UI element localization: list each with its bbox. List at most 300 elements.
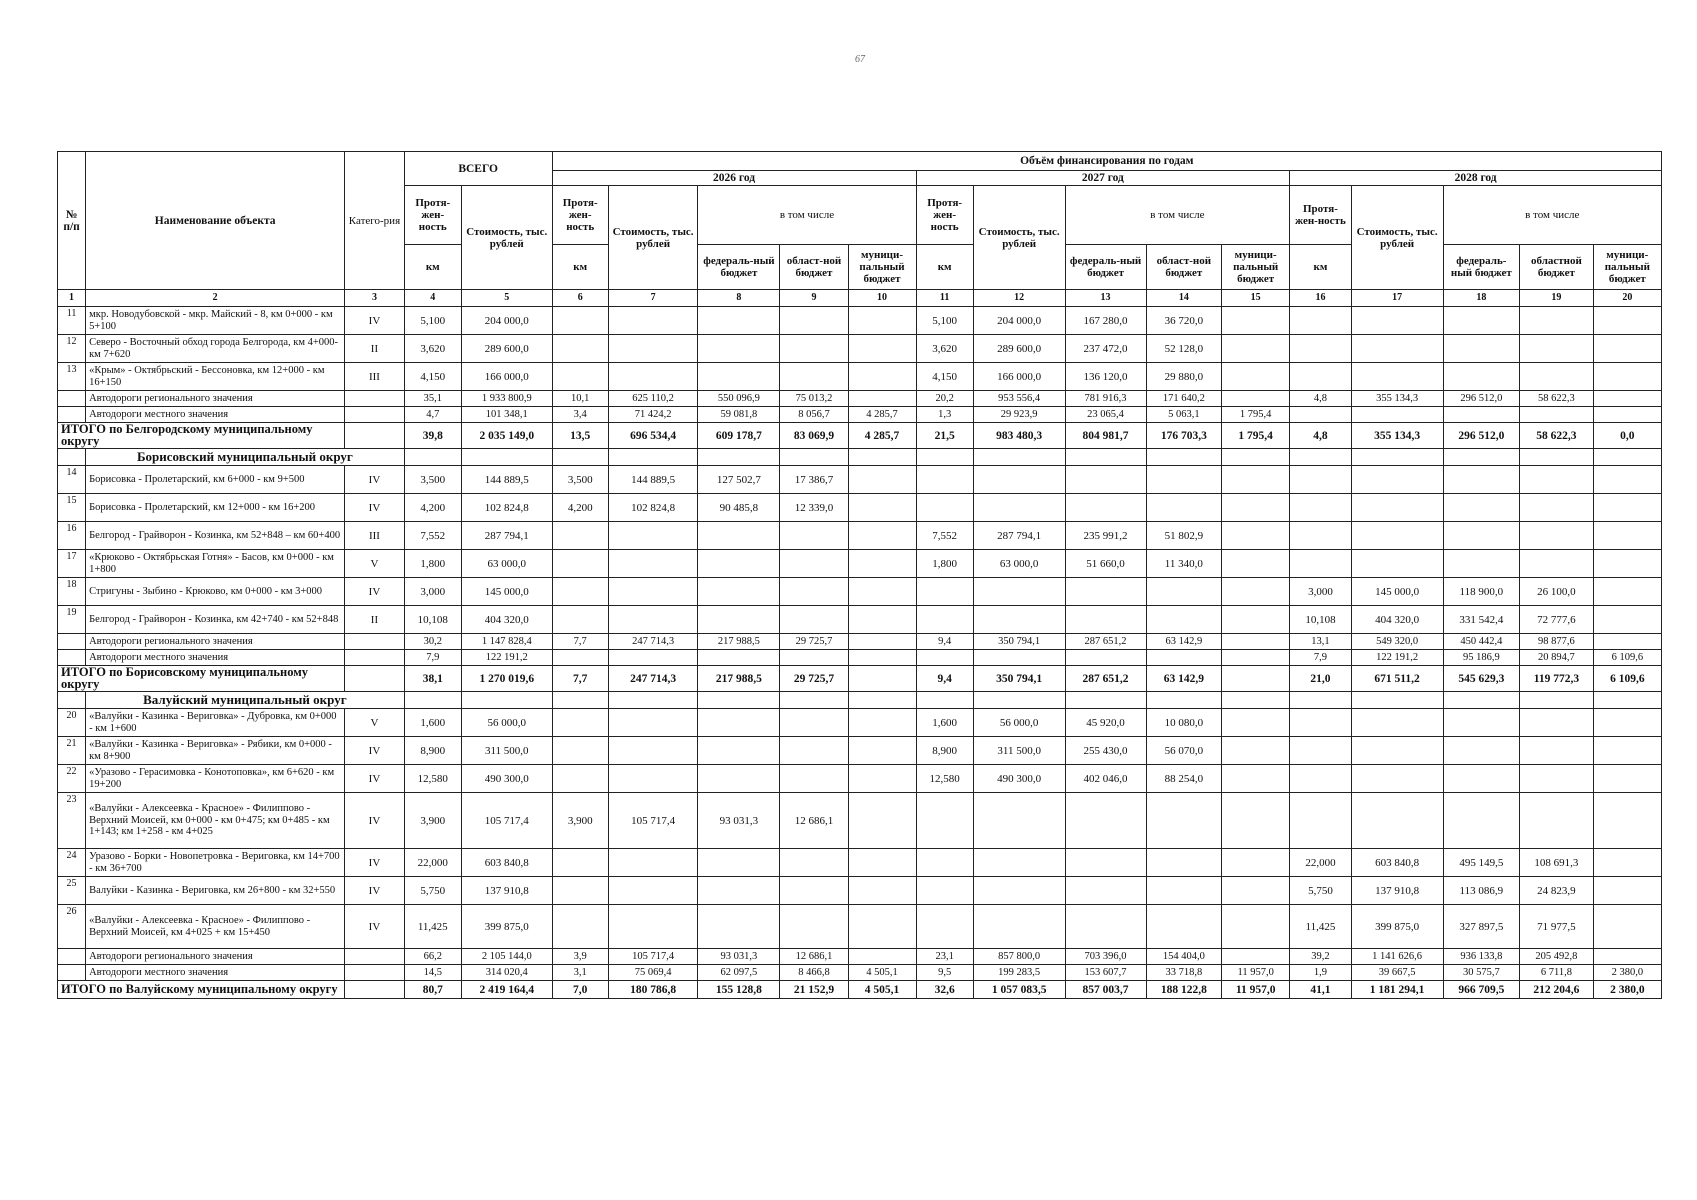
header-federal-2026: федераль-ный бюджет xyxy=(698,245,780,290)
table-cell xyxy=(58,650,86,666)
table-cell: 7,9 xyxy=(404,650,461,666)
subtotal-row xyxy=(58,391,1662,407)
table-cell xyxy=(1222,709,1290,737)
table-cell: 83 069,9 xyxy=(780,423,848,449)
table-cell: 9,5 xyxy=(916,965,973,981)
table-cell: 1 795,4 xyxy=(1222,423,1290,449)
table-cell: 490 300,0 xyxy=(461,765,552,793)
table-cell xyxy=(1222,849,1290,877)
table-cell xyxy=(1593,849,1661,877)
table-cell: 105 717,4 xyxy=(608,793,698,849)
table-cell: 12,580 xyxy=(916,765,973,793)
table-cell: 23 xyxy=(58,793,86,849)
table-cell: Автодороги регионального значения xyxy=(86,391,345,407)
table-row xyxy=(58,877,1662,905)
table-cell: 63 000,0 xyxy=(461,550,552,578)
table-cell xyxy=(1520,550,1593,578)
table-cell: IV xyxy=(345,737,404,765)
subtotal-row xyxy=(58,650,1662,666)
table-cell xyxy=(698,877,780,905)
table-cell: 80,7 xyxy=(404,981,461,999)
table-cell xyxy=(1222,877,1290,905)
table-cell: 59 081,8 xyxy=(698,407,780,423)
table-cell: 9,4 xyxy=(916,666,973,692)
table-cell xyxy=(1351,522,1443,550)
table-cell xyxy=(608,849,698,877)
table-cell xyxy=(1593,765,1661,793)
table-cell xyxy=(916,905,973,949)
table-cell xyxy=(552,709,608,737)
table-cell: 671 511,2 xyxy=(1351,666,1443,692)
header-regional-2028: областной бюджет xyxy=(1520,245,1593,290)
table-cell: 51 802,9 xyxy=(1146,522,1222,550)
table-cell: 311 500,0 xyxy=(973,737,1065,765)
table-cell: 314 020,4 xyxy=(461,965,552,981)
table-cell: 2 380,0 xyxy=(1593,981,1661,999)
table-cell xyxy=(1065,578,1146,606)
table-cell: 350 794,1 xyxy=(973,634,1065,650)
table-cell xyxy=(1222,650,1290,666)
table-cell: 247 714,3 xyxy=(608,634,698,650)
table-cell xyxy=(1593,709,1661,737)
table-cell: 11,425 xyxy=(404,905,461,949)
table-cell: 11 xyxy=(58,307,86,335)
table-cell: 355 134,3 xyxy=(1351,423,1443,449)
table-cell xyxy=(848,494,916,522)
table-cell: 52 128,0 xyxy=(1146,335,1222,363)
table-cell: 1,9 xyxy=(1290,965,1352,981)
table-cell: 953 556,4 xyxy=(973,391,1065,407)
table-cell xyxy=(973,466,1065,494)
table-cell xyxy=(1443,335,1520,363)
table-cell: Северо - Восточный обход города Белгорода, км 4+000- км 7+620 xyxy=(86,335,345,363)
table-cell: 7,9 xyxy=(1290,650,1352,666)
table-cell: 45 920,0 xyxy=(1065,709,1146,737)
table-cell: 1,3 xyxy=(916,407,973,423)
column-number: 17 xyxy=(1351,290,1443,307)
table-cell xyxy=(780,650,848,666)
table-cell: 12 xyxy=(58,335,86,363)
table-cell xyxy=(608,650,698,666)
table-cell: 13,5 xyxy=(552,423,608,449)
table-cell xyxy=(1065,877,1146,905)
table-cell xyxy=(58,965,86,981)
table-cell: 176 703,3 xyxy=(1146,423,1222,449)
table-cell: 983 480,3 xyxy=(973,423,1065,449)
header-total: ВСЕГО xyxy=(404,152,552,186)
table-cell xyxy=(345,666,404,692)
table-cell: Белгород - Грайворон - Козинка, км 52+848 – км 60+400 xyxy=(86,522,345,550)
table-cell: 355 134,3 xyxy=(1351,391,1443,407)
table-cell: ИТОГО по Белгородскому муниципальному округу xyxy=(58,423,345,449)
table-cell xyxy=(1290,765,1352,793)
table-cell: 4,8 xyxy=(1290,423,1352,449)
table-cell: 63 142,9 xyxy=(1146,634,1222,650)
table-cell: 23 065,4 xyxy=(1065,407,1146,423)
table-cell: «Крым» - Октябрьский - Бессоновка, км 12+000 - км 16+150 xyxy=(86,363,345,391)
table-cell xyxy=(1520,494,1593,522)
table-cell: 144 889,5 xyxy=(461,466,552,494)
table-cell: 62 097,5 xyxy=(698,965,780,981)
table-cell xyxy=(698,737,780,765)
table-cell xyxy=(780,307,848,335)
header-km-2026: км xyxy=(552,245,608,290)
total-row xyxy=(58,666,1662,692)
column-number: 6 xyxy=(552,290,608,307)
table-cell: 11,425 xyxy=(1290,905,1352,949)
table-cell: Автодороги местного значения xyxy=(86,650,345,666)
total-row xyxy=(58,423,1662,449)
table-cell xyxy=(1290,709,1352,737)
table-cell xyxy=(848,307,916,335)
table-cell: 101 348,1 xyxy=(461,407,552,423)
table-cell xyxy=(848,363,916,391)
table-cell xyxy=(848,634,916,650)
table-cell xyxy=(1351,765,1443,793)
header-km-total: км xyxy=(404,245,461,290)
table-cell xyxy=(848,765,916,793)
table-cell xyxy=(1593,905,1661,949)
table-cell: 102 824,8 xyxy=(608,494,698,522)
header-year-2026: 2026 год xyxy=(552,171,916,186)
table-cell xyxy=(1222,578,1290,606)
table-cell xyxy=(608,606,698,634)
column-number: 2 xyxy=(86,290,345,307)
table-cell: 857 800,0 xyxy=(973,949,1065,965)
table-cell: 39,2 xyxy=(1290,949,1352,965)
table-cell xyxy=(698,335,780,363)
table-row xyxy=(58,307,1662,335)
table-cell: 217 988,5 xyxy=(698,634,780,650)
table-cell: 296 512,0 xyxy=(1443,423,1520,449)
table-cell: 289 600,0 xyxy=(461,335,552,363)
table-cell xyxy=(916,793,973,849)
table-cell: 545 629,3 xyxy=(1443,666,1520,692)
header-including-2027: в том числе xyxy=(1065,186,1290,245)
table-cell: 966 709,5 xyxy=(1443,981,1520,999)
table-cell: 5 063,1 xyxy=(1146,407,1222,423)
table-cell: 15 xyxy=(58,494,86,522)
table-cell xyxy=(848,877,916,905)
table-cell: 21 152,9 xyxy=(780,981,848,999)
table-cell xyxy=(848,737,916,765)
table-cell: 24 823,9 xyxy=(1520,877,1593,905)
column-number: 12 xyxy=(973,290,1065,307)
table-cell: 11 340,0 xyxy=(1146,550,1222,578)
table-cell: 404 320,0 xyxy=(1351,606,1443,634)
table-cell: 21 xyxy=(58,737,86,765)
table-cell: IV xyxy=(345,877,404,905)
table-cell: 5,100 xyxy=(916,307,973,335)
table-cell xyxy=(58,391,86,407)
table-cell xyxy=(1443,407,1520,423)
table-cell xyxy=(1222,307,1290,335)
table-cell: 3,900 xyxy=(404,793,461,849)
table-cell xyxy=(973,793,1065,849)
table-cell: 20 894,7 xyxy=(1520,650,1593,666)
table-cell: 51 660,0 xyxy=(1065,550,1146,578)
table-cell: 4,7 xyxy=(404,407,461,423)
table-cell xyxy=(848,466,916,494)
table-cell: 289 600,0 xyxy=(973,335,1065,363)
table-cell: 105 717,4 xyxy=(461,793,552,849)
table-cell: 19 xyxy=(58,606,86,634)
table-cell: 39 667,5 xyxy=(1351,965,1443,981)
table-cell xyxy=(1443,363,1520,391)
table-cell xyxy=(848,522,916,550)
table-cell: 13 xyxy=(58,363,86,391)
table-cell xyxy=(1290,407,1352,423)
table-row xyxy=(58,709,1662,737)
table-cell xyxy=(848,650,916,666)
column-number: 3 xyxy=(345,290,404,307)
table-cell xyxy=(916,578,973,606)
table-cell xyxy=(1593,949,1661,965)
table-cell xyxy=(1222,949,1290,965)
table-cell: 29 725,7 xyxy=(780,634,848,650)
table-cell: 696 534,4 xyxy=(608,423,698,449)
table-cell: 205 492,8 xyxy=(1520,949,1593,965)
table-cell xyxy=(1593,407,1661,423)
column-number: 19 xyxy=(1520,290,1593,307)
table-cell xyxy=(1351,737,1443,765)
table-cell: IV xyxy=(345,307,404,335)
table-cell: 22 xyxy=(58,765,86,793)
table-cell xyxy=(1290,335,1352,363)
table-cell xyxy=(1443,522,1520,550)
table-cell: IV xyxy=(345,849,404,877)
table-cell: 16 xyxy=(58,522,86,550)
table-cell: 8 466,8 xyxy=(780,965,848,981)
table-cell xyxy=(1290,363,1352,391)
table-cell: 26 xyxy=(58,905,86,949)
table-cell: 188 122,8 xyxy=(1146,981,1222,999)
table-cell xyxy=(345,634,404,650)
table-cell: «Валуйки - Алексеевка - Красное» - Филиппово - Верхний Моисей, км 4+025 + км 15+450 xyxy=(86,905,345,949)
table-row xyxy=(58,905,1662,949)
table-cell xyxy=(916,494,973,522)
table-cell: 154 404,0 xyxy=(1146,949,1222,965)
table-cell: «Валуйки - Казинка - Вериговка» - Дубровка, км 0+000 - км 1+600 xyxy=(86,709,345,737)
table-cell: III xyxy=(345,522,404,550)
table-cell xyxy=(1290,494,1352,522)
table-cell: 3,500 xyxy=(552,466,608,494)
table-cell xyxy=(698,578,780,606)
table-cell: 936 133,8 xyxy=(1443,949,1520,965)
table-cell: IV xyxy=(345,494,404,522)
table-cell: 6 109,6 xyxy=(1593,650,1661,666)
header-including-2028: в том числе xyxy=(1443,186,1661,245)
table-cell: 21,0 xyxy=(1290,666,1352,692)
table-cell: 35,1 xyxy=(404,391,461,407)
table-cell xyxy=(780,578,848,606)
table-cell xyxy=(1065,849,1146,877)
table-cell: 3,000 xyxy=(404,578,461,606)
table-cell xyxy=(1443,307,1520,335)
table-cell xyxy=(916,849,973,877)
table-cell: III xyxy=(345,363,404,391)
table-cell xyxy=(345,423,404,449)
column-number-row xyxy=(58,290,1662,307)
table-cell xyxy=(1146,466,1222,494)
table-cell xyxy=(1222,391,1290,407)
table-cell: 490 300,0 xyxy=(973,765,1065,793)
table-cell xyxy=(916,877,973,905)
table-cell: 609 178,7 xyxy=(698,423,780,449)
table-cell xyxy=(1222,793,1290,849)
table-cell xyxy=(1065,793,1146,849)
table-cell: 4,150 xyxy=(916,363,973,391)
table-cell: 287 794,1 xyxy=(461,522,552,550)
table-cell: 75 069,4 xyxy=(608,965,698,981)
table-cell: 105 717,4 xyxy=(608,949,698,965)
table-cell: Белгород - Грайворон - Козинка, км 42+740 - км 52+848 xyxy=(86,606,345,634)
table-cell: 331 542,4 xyxy=(1443,606,1520,634)
table-cell: 33 718,8 xyxy=(1146,965,1222,981)
table-cell xyxy=(345,965,404,981)
table-cell: 399 875,0 xyxy=(1351,905,1443,949)
table-cell: Автодороги местного значения xyxy=(86,407,345,423)
table-cell: 18 xyxy=(58,578,86,606)
header-cost-total: Стоимость, тыс. рублей xyxy=(461,186,552,290)
header-financing: Объём финансирования по годам xyxy=(552,152,1661,171)
table-cell: 603 840,8 xyxy=(461,849,552,877)
table-cell xyxy=(1222,606,1290,634)
table-cell: 7,7 xyxy=(552,666,608,692)
district-row xyxy=(58,692,1662,709)
table-cell: 38,1 xyxy=(404,666,461,692)
table-cell xyxy=(1222,466,1290,494)
table-cell: IV xyxy=(345,793,404,849)
table-cell: 4 285,7 xyxy=(848,423,916,449)
table-cell xyxy=(848,391,916,407)
table-cell xyxy=(552,335,608,363)
table-cell: 30,2 xyxy=(404,634,461,650)
table-cell: 3,500 xyxy=(404,466,461,494)
table-cell: 71 977,5 xyxy=(1520,905,1593,949)
table-cell: 10,1 xyxy=(552,391,608,407)
table-cell xyxy=(848,849,916,877)
table-cell: 1 057 083,5 xyxy=(973,981,1065,999)
header-km-2027: км xyxy=(916,245,973,290)
table-cell: 1 795,4 xyxy=(1222,407,1290,423)
table-cell: 95 186,9 xyxy=(1443,650,1520,666)
table-row xyxy=(58,522,1662,550)
table-cell: 549 320,0 xyxy=(1351,634,1443,650)
column-number: 8 xyxy=(698,290,780,307)
table-cell xyxy=(1593,606,1661,634)
table-cell: 212 204,6 xyxy=(1520,981,1593,999)
table-cell xyxy=(1146,849,1222,877)
table-cell xyxy=(1146,578,1222,606)
column-number: 18 xyxy=(1443,290,1520,307)
table-cell: 127 502,7 xyxy=(698,466,780,494)
column-number: 10 xyxy=(848,290,916,307)
table-cell xyxy=(1443,765,1520,793)
table-cell: 20 xyxy=(58,709,86,737)
table-cell xyxy=(1593,522,1661,550)
table-cell xyxy=(1351,466,1443,494)
table-cell: 204 000,0 xyxy=(461,307,552,335)
table-cell xyxy=(1222,737,1290,765)
table-cell: 287 794,1 xyxy=(973,522,1065,550)
table-cell: 56 070,0 xyxy=(1146,737,1222,765)
table-cell xyxy=(780,877,848,905)
table-cell: 4,150 xyxy=(404,363,461,391)
table-cell: 166 000,0 xyxy=(461,363,552,391)
table-row xyxy=(58,737,1662,765)
table-cell xyxy=(1222,765,1290,793)
table-cell: 25 xyxy=(58,877,86,905)
table-cell xyxy=(552,606,608,634)
table-cell: II xyxy=(345,606,404,634)
header-cost-2026: Стоимость, тыс. рублей xyxy=(608,186,698,290)
table-cell: 136 120,0 xyxy=(1065,363,1146,391)
table-cell: Уразово - Борки - Новопетровка - Вериговка, км 14+700 - км 36+700 xyxy=(86,849,345,877)
table-cell: 22,000 xyxy=(404,849,461,877)
table-cell xyxy=(973,650,1065,666)
table-cell xyxy=(848,335,916,363)
table-cell xyxy=(1593,307,1661,335)
table-cell xyxy=(916,650,973,666)
table-cell: 58 622,3 xyxy=(1520,391,1593,407)
table-cell: Автодороги регионального значения xyxy=(86,949,345,965)
table-cell: 3,900 xyxy=(552,793,608,849)
table-cell xyxy=(1351,550,1443,578)
table-cell xyxy=(1351,307,1443,335)
table-cell xyxy=(848,905,916,949)
column-number: 1 xyxy=(58,290,86,307)
table-cell: 17 386,7 xyxy=(780,466,848,494)
table-cell: 56 000,0 xyxy=(461,709,552,737)
table-cell: 32,6 xyxy=(916,981,973,999)
table-cell xyxy=(1351,494,1443,522)
table-cell xyxy=(848,578,916,606)
table-cell: 402 046,0 xyxy=(1065,765,1146,793)
table-cell xyxy=(1520,335,1593,363)
table-cell xyxy=(1065,494,1146,522)
table-cell: 404 320,0 xyxy=(461,606,552,634)
table-cell xyxy=(848,949,916,965)
table-cell xyxy=(780,765,848,793)
table-cell xyxy=(1593,634,1661,650)
table-cell xyxy=(1443,793,1520,849)
table-cell: 703 396,0 xyxy=(1065,949,1146,965)
table-cell xyxy=(780,550,848,578)
column-number: 16 xyxy=(1290,290,1352,307)
table-cell: 3,000 xyxy=(1290,578,1352,606)
table-cell xyxy=(848,606,916,634)
table-cell xyxy=(973,494,1065,522)
table-cell xyxy=(780,849,848,877)
table-cell: 3,4 xyxy=(552,407,608,423)
table-cell xyxy=(780,905,848,949)
table-cell: 137 910,8 xyxy=(461,877,552,905)
table-cell: 90 485,8 xyxy=(698,494,780,522)
column-number: 4 xyxy=(404,290,461,307)
table-cell: 21,5 xyxy=(916,423,973,449)
table-cell xyxy=(1290,522,1352,550)
table-cell: 12,580 xyxy=(404,765,461,793)
table-cell: 14 xyxy=(58,466,86,494)
table-cell xyxy=(552,765,608,793)
table-cell: 166 000,0 xyxy=(973,363,1065,391)
table-cell xyxy=(1222,335,1290,363)
table-cell: Стригуны - Зыбино - Крюково, км 0+000 - км 3+000 xyxy=(86,578,345,606)
header-num: № п/п xyxy=(58,152,86,290)
table-cell: 3,620 xyxy=(916,335,973,363)
table-cell xyxy=(1222,494,1290,522)
